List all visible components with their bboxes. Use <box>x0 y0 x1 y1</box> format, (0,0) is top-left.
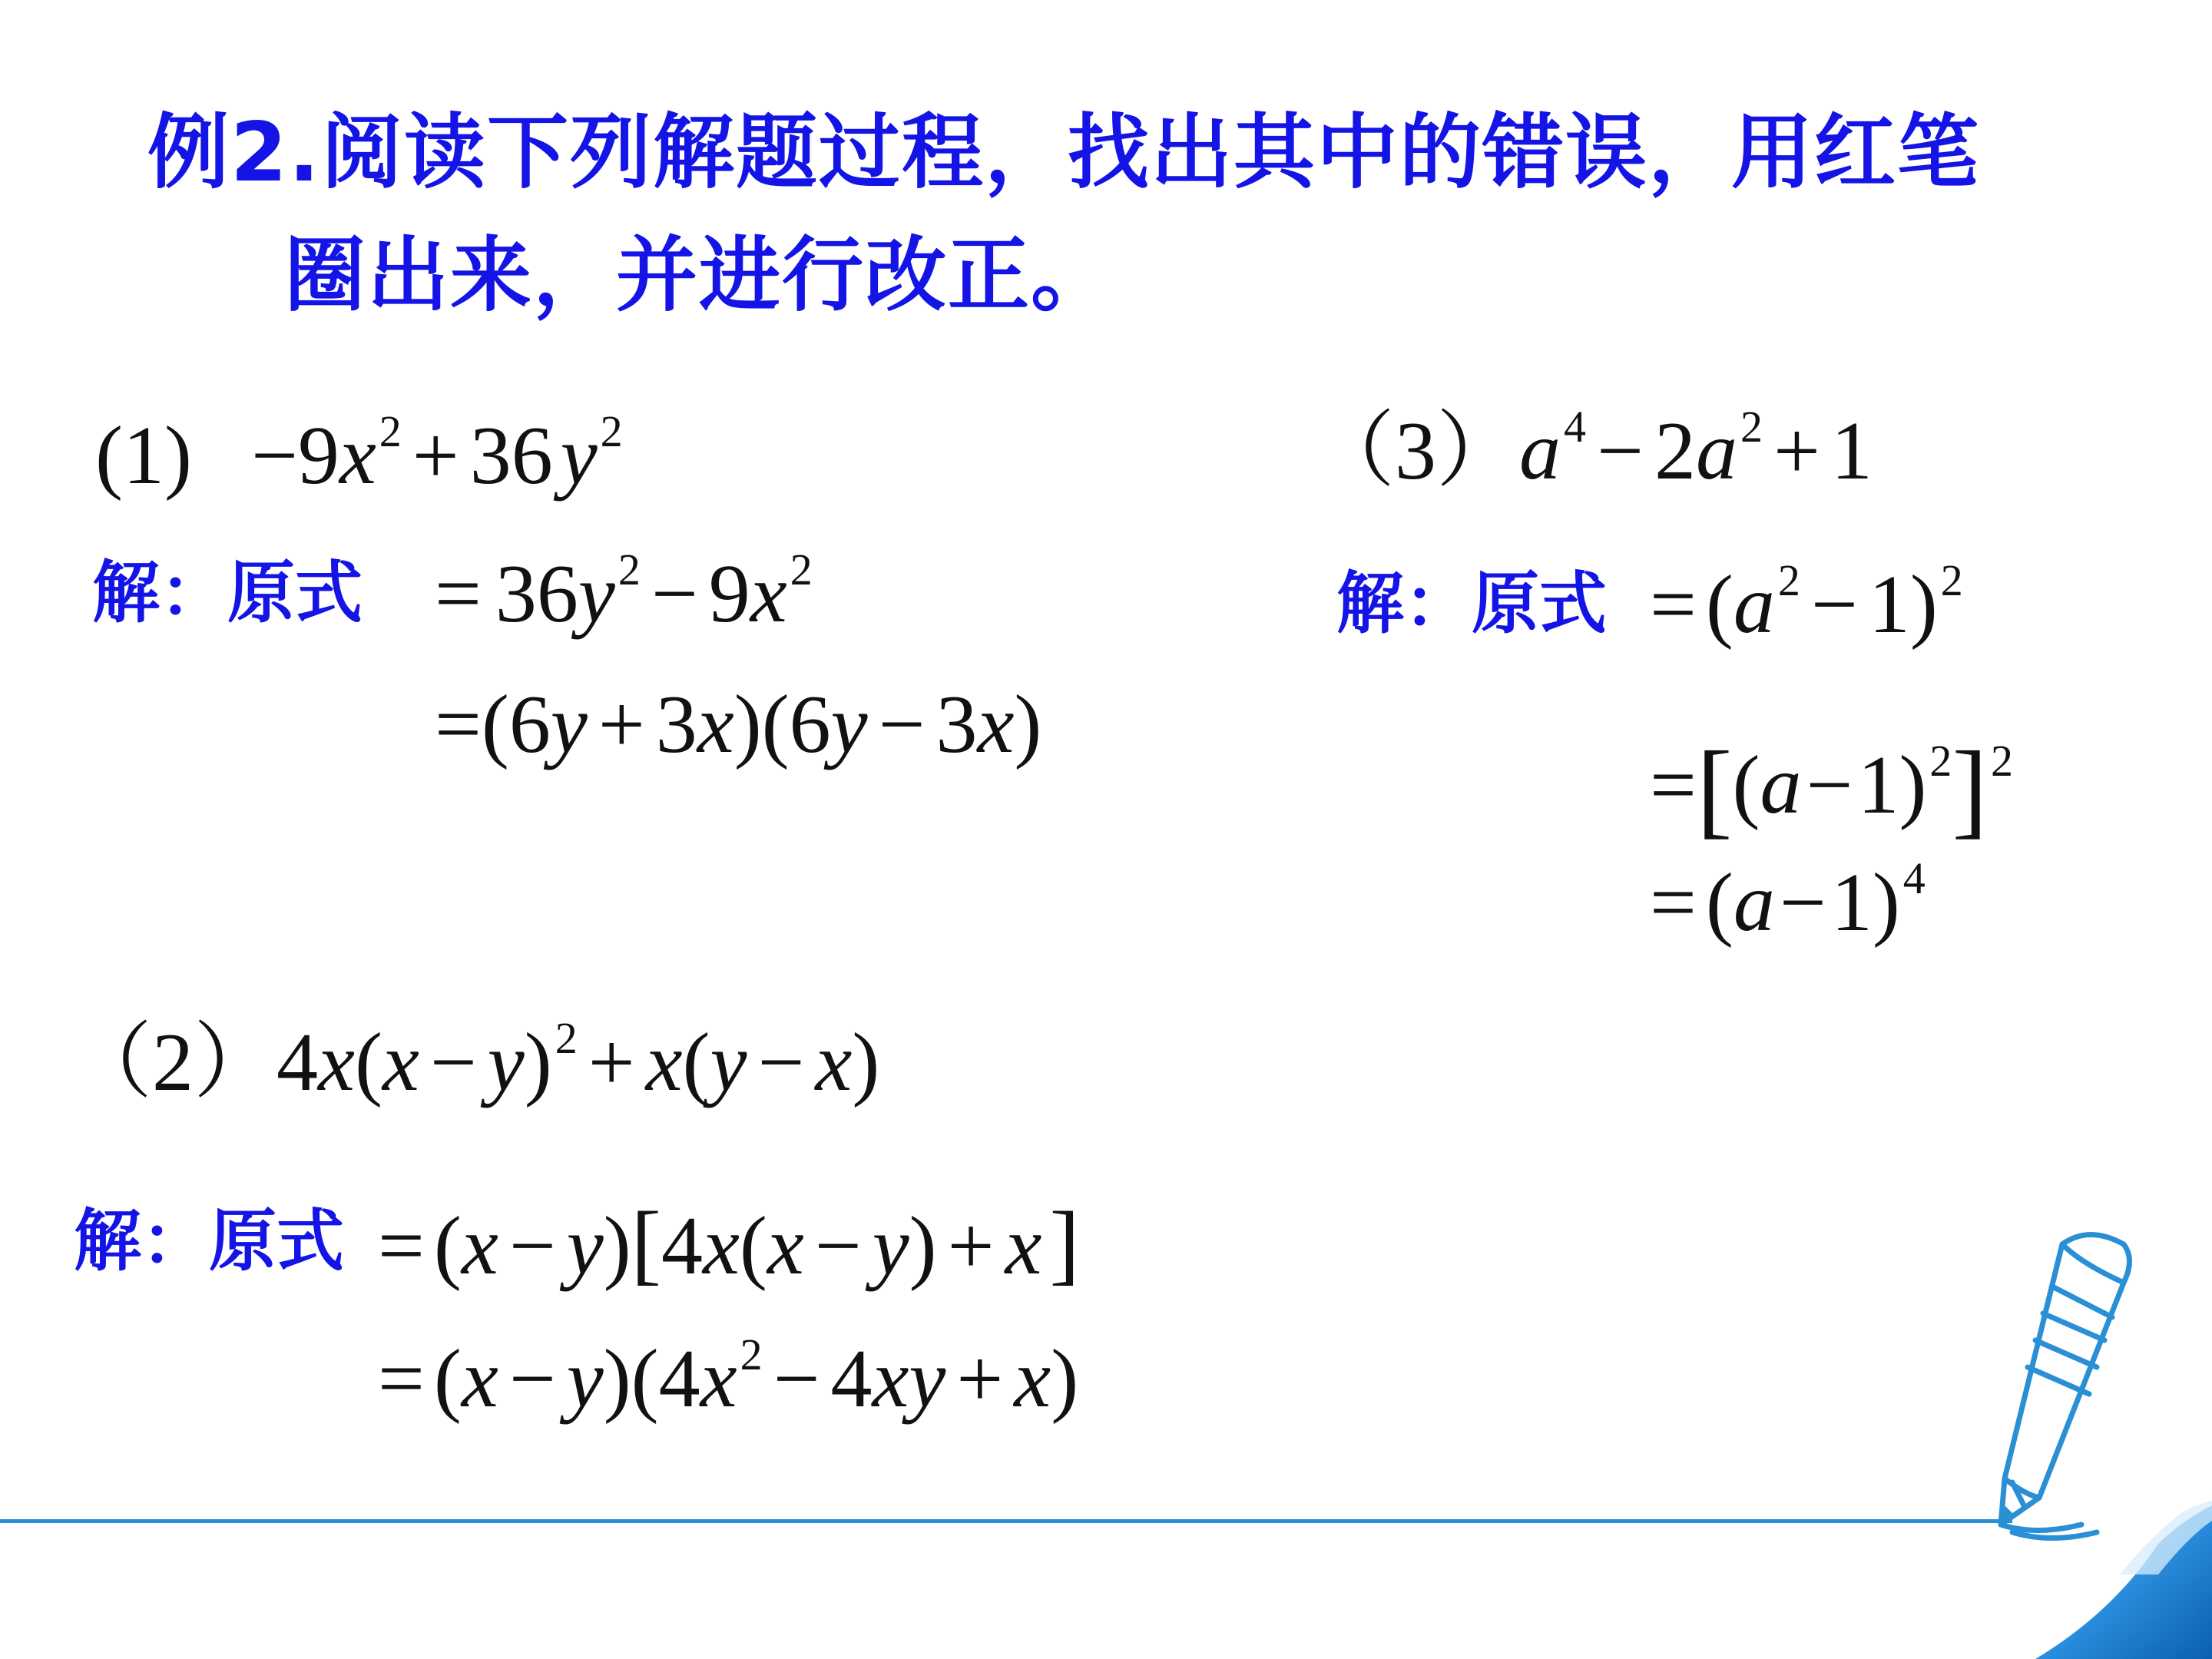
problem-1-solution-label: 解：原式 <box>92 553 363 632</box>
problem-1-step-1: = $36y^2 - 9x^2$ <box>435 545 813 640</box>
problem-3-expression: $(3)a^4 - 2a^2 + 1$ <box>1312 402 1873 497</box>
problem-3-step-3: = $(a-1)^4$ <box>1650 853 1926 949</box>
problem-2-step-1: = (x − y)[4x(x − y) + x] <box>378 1193 1080 1293</box>
problem-3-solution-label: 解：原式 <box>1336 564 1608 643</box>
problem-3-step-2: $=[(a-1)^2]^2$ <box>1650 730 2014 849</box>
bottom-rule <box>0 1519 2012 1523</box>
page-curl-icon <box>1966 1490 2212 1659</box>
problem-3-label: （3） <box>1312 406 1520 497</box>
problem-3-step-1: = $(a^2 - 1)^2$ <box>1650 555 1963 651</box>
title-line-1: 例2.阅读下列解题过程，找出其中的错误，用红笔 <box>147 105 1981 200</box>
problem-2-step-2: = $(x - y)(4x^2 - 4xy + x)$ <box>378 1330 1079 1425</box>
problem-1-label: (1) <box>95 410 192 502</box>
title-line-2: 圈出来，并进行改正。 <box>284 228 1114 323</box>
problem-1-step-2: =(6y + 3x)(6y − 3x) <box>435 679 1042 770</box>
problem-1-expression: $(1) -9x^2 + 36y^2$ <box>95 406 623 502</box>
problem-2-label: （2） <box>69 1017 277 1108</box>
problem-2-solution-label: 解：原式 <box>74 1201 345 1280</box>
problem-2-expression: $(2)4x(x - y)^2 + x(y - x)$ <box>69 1013 880 1108</box>
